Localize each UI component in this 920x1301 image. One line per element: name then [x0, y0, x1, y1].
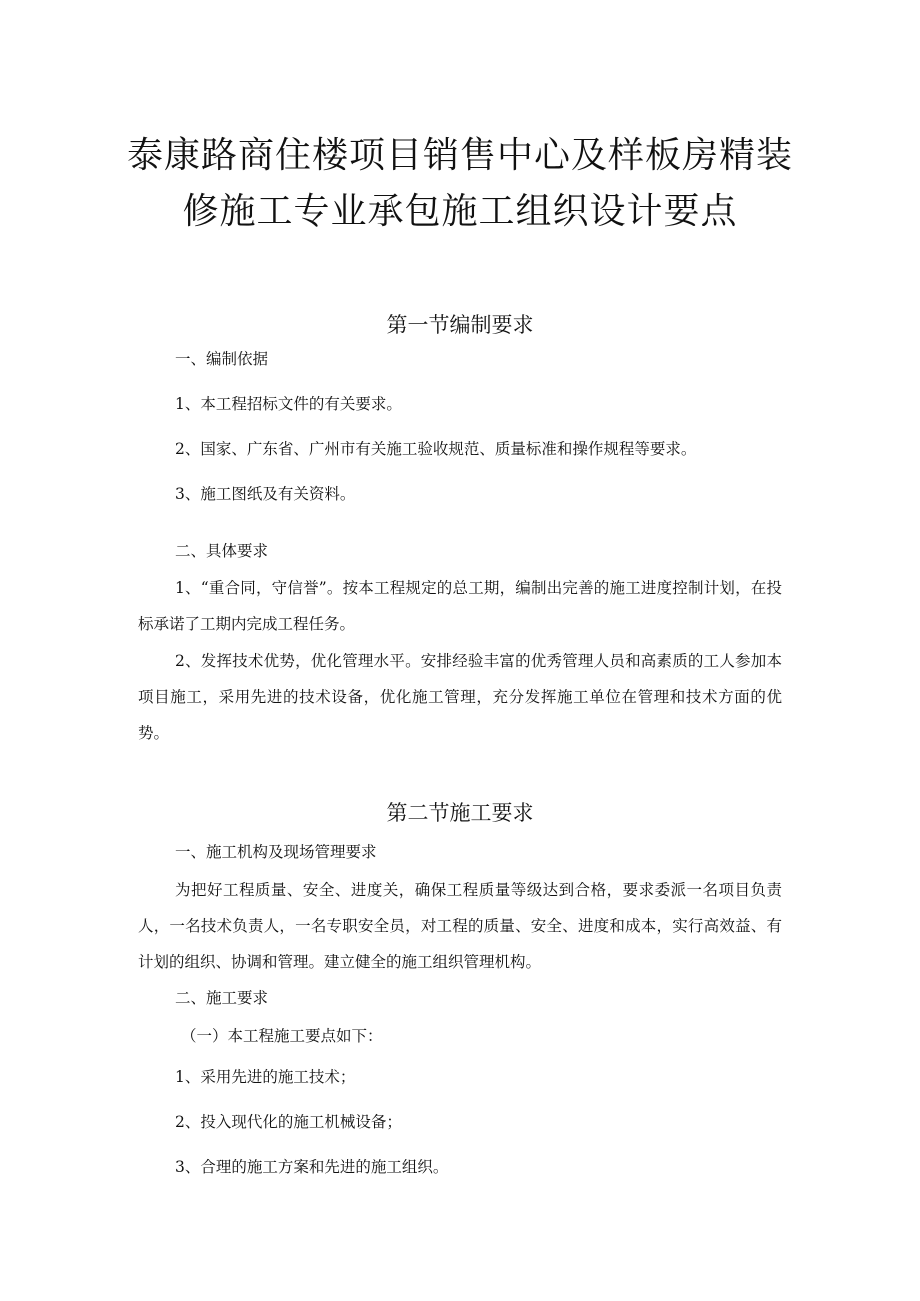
section-1-sub-2-heading: 二、具体要求: [175, 542, 269, 560]
document-title-line-1: 泰康路商住楼项目销售中心及样板房精装: [126, 135, 793, 176]
construction-point-3: 3、合理的施工方案和先进的施工组织。: [175, 1158, 449, 1176]
construction-point-2: 2、投入现代化的施工机械设备；: [175, 1113, 402, 1131]
section-2-sub-2-heading: 二、施工要求: [175, 989, 269, 1007]
construction-point-1: 1、采用先进的施工技术；: [175, 1068, 356, 1086]
section-2-sub-1-heading: 一、施工机构及现场管理要求: [175, 843, 377, 861]
basis-item-2: 2、国家、广东省、广州市有关施工验收规范、质量标准和操作规程等要求。: [175, 440, 697, 458]
requirement-paragraph-1: 1、“重合同，守信誉”。按本工程规定的总工期，编制出完善的施工进度控制计划，在投标承诺了工期内完成工程任务。: [138, 579, 782, 633]
document-title-line-2: 修施工专业承包施工组织设计要点: [182, 191, 738, 232]
section-1-heading: 第一节编制要求: [386, 313, 534, 337]
basis-item-1: 1、本工程招标文件的有关要求。: [175, 395, 402, 413]
requirement-paragraph-2: 2、发挥技术优势，优化管理水平。安排经验丰富的优秀管理人员和高素质的工人参加本项目施工，采用先进的技术设备，优化施工管理，充分发挥施工单位在管理和技术方面的优势。: [138, 652, 782, 742]
basis-item-3: 3、施工图纸及有关资料。: [175, 485, 356, 503]
section-1-sub-1-heading: 一、编制依据: [175, 350, 269, 368]
construction-points-subheading: （一）本工程施工要点如下：: [181, 1027, 383, 1045]
organization-paragraph: 为把好工程质量、安全、进度关，确保工程质量等级达到合格，要求委派一名项目负责人，一名技术负责人，一名专职安全员，对工程的质量、安全、进度和成本，实行高效益、有计划的组织、协调和管理。建立健全的施工组织管理机构。: [138, 881, 782, 971]
section-2-heading: 第二节施工要求: [386, 801, 534, 825]
